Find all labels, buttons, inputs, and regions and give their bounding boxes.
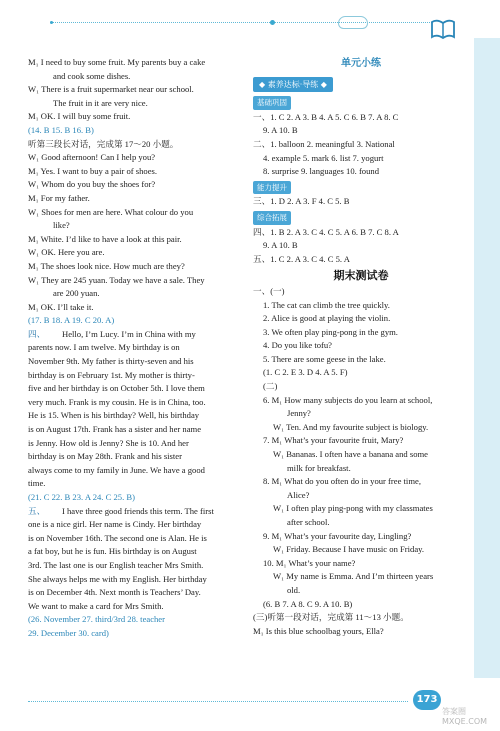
text-line: M₁ Yes. I want to buy a pair of shoes. <box>28 165 158 176</box>
text-line: M₁ I need to buy some fruit. My parents buy a cake <box>28 57 206 67</box>
text-line: M₁ OK. I’ll take it. <box>28 301 94 312</box>
text-line: 一、(一) <box>253 285 285 296</box>
text-line: (6. B 7. A 8. C 9. A 10. B) <box>263 598 353 609</box>
text-line: 一、1. C 2. A 3. B 4. A 5. C 6. B 7. A 8. C <box>253 111 399 122</box>
left-column <box>28 56 244 641</box>
text-line: birthday is on May 28th. Frank and his sister <box>28 451 182 462</box>
text-line: W₁ Bananas. I often have a banana and some <box>273 449 428 460</box>
text-line: (14. B 15. B 16. B) <box>28 124 94 135</box>
open-book-icon <box>430 18 456 40</box>
text-line: (1. C 2. E 3. D 4. A 5. F) <box>263 367 348 378</box>
text-line: 4. Do you like tofu? <box>263 340 332 351</box>
text-line: 9. M₁ What’s your favourite day, Lingling? <box>263 530 412 541</box>
section5-number: 五、 <box>28 505 46 516</box>
text-line: W₁ My name is Emma. And I’m thirteen years <box>273 571 434 582</box>
text-line: He is 15. When is his birthday? Well, his birthday <box>28 410 200 421</box>
text-line: W₁ There is a fruit supermarket near our school. <box>28 84 194 95</box>
top-decor-line <box>52 22 432 23</box>
page-number: 173 <box>413 690 441 710</box>
text-line: birthday is on February 1st. My mother is thirty- <box>28 369 195 380</box>
text-line: 7. M₁ What’s your favourite fruit, Mary? <box>263 435 404 446</box>
text-line: M₁ The shoes look nice. How much are they? <box>28 260 185 271</box>
text-line: is on November 16th. The second one is Alan. He is <box>28 532 207 543</box>
text-line: 二、1. balloon 2. meaningful 3. National <box>253 138 395 149</box>
text-line: 10. M₁ What’s your name? <box>263 557 356 568</box>
text-line: 5. There are some geese in the lake. <box>263 353 386 364</box>
basic-answers <box>253 111 469 179</box>
text-line: very much. Frank is my cousin. He is in China, too. <box>28 396 206 407</box>
text-line: parents now. I am twelve. My birthday is on <box>28 342 180 353</box>
text-line: We want to make a card for Mrs Smith. <box>28 600 164 611</box>
text-line: I have three good friends this term. The first <box>62 505 214 516</box>
text-line: M₁ For my father. <box>28 192 90 203</box>
answer-line: (21. C 22. B 23. A 24. C 25. B) <box>28 492 135 502</box>
text-line: are 200 yuan. <box>53 288 100 299</box>
text-line: (二) <box>263 381 278 392</box>
exam-title: 期末测试卷 <box>333 269 389 283</box>
right-column <box>253 55 469 638</box>
text-line: 3. We often play ping-pong in the gym. <box>263 326 398 337</box>
text-line: one is a nice girl. Her name is Cindy. Her birthday <box>28 519 202 530</box>
text-line: is Jenny. How old is Jenny? She is 10. And her <box>28 437 189 448</box>
text-line: W₁ Ten. And my favourite subject is biology. <box>273 421 429 432</box>
tag-ability: 能力提升 <box>253 181 291 195</box>
section5-block <box>28 505 244 614</box>
text-line: is on August 17th. Frank has a sister and her name <box>28 424 202 435</box>
extension-answers <box>253 226 469 267</box>
text-line: W₁ They are 245 yuan. Today we have a sale. They <box>28 274 205 285</box>
exam-answers <box>253 285 469 638</box>
unit-title: 单元小练 <box>341 58 381 69</box>
cloud-icon <box>338 16 368 29</box>
text-line: (三)听第一段对话，完成第 11～13 小题。 <box>253 612 409 623</box>
text-line: always come to my family in June. We have a good <box>28 464 205 475</box>
text-line: a fat boy, but he is fun. His birthday is on August <box>28 546 197 557</box>
section-banner: ◆ 素养达标·导练 ◆ <box>253 77 333 93</box>
text-line: Alice? <box>287 489 310 500</box>
text-line: W₁ Whom do you buy the shoes for? <box>28 179 156 190</box>
text-line: M₁ White. I’d like to have a look at this pair. <box>28 233 182 244</box>
text-line: old. <box>287 584 301 595</box>
text-line: M₁ OK. I will buy some fruit. <box>28 111 131 122</box>
text-line: 9. A 10. B <box>263 240 298 251</box>
text-line: M₁ Is this blue schoolbag yours, Ella? <box>253 625 384 636</box>
section4-number: 四、 <box>28 328 46 339</box>
text-line: The fruit in it are very nice. <box>53 97 148 108</box>
text-line: W₁ Good afternoon! Can I help you? <box>28 152 156 163</box>
text-line: after school. <box>287 517 330 527</box>
answer-line: (26. November 27. third/3rd 28. teacher <box>28 614 165 625</box>
text-line: W₁ Shoes for men are here. What colour do you <box>28 206 194 217</box>
text-line: 3rd. The last one is our English teacher Mrs Smith. <box>28 559 204 570</box>
text-line: 8. M₁ What do you often do in your free time, <box>263 476 421 487</box>
text-line: November 9th. My father is thirty-seven and his <box>28 356 194 367</box>
watermark: 答案圈 MXQE.COM <box>442 707 488 726</box>
text-line: 2. Alice is good at playing the violin. <box>263 313 391 324</box>
top-dot <box>50 21 53 24</box>
text-line: like? <box>53 220 70 231</box>
ability-answers: 三、1. D 2. A 3. F 4. C 5. B <box>253 196 350 207</box>
tag-extension: 综合拓展 <box>253 211 291 225</box>
text-line: and cook some dishes. <box>53 70 131 81</box>
text-line: is on December 4th. Next month is Teachers’ Day. <box>28 587 201 598</box>
text-line: five and her birthday is on October 5th. I love them <box>28 383 205 394</box>
text-line: 4. example 5. mark 6. list 7. yogurt <box>263 152 384 163</box>
bottom-decor-line <box>28 701 408 702</box>
text-line: milk for breakfast. <box>287 462 351 473</box>
text-line: 9. A 10. B <box>263 125 298 136</box>
text-line: 6. M₁ How many subjects do you learn at school, <box>263 394 433 405</box>
text-line: 1. The cat can climb the tree quickly. <box>263 299 390 310</box>
text-line: 五、1. C 2. A 3. C 4. C 5. A <box>253 253 350 264</box>
side-band <box>474 38 500 678</box>
text-line: Hello, I’m Lucy. I’m in China with my <box>62 328 196 339</box>
answer-line: 29. December 30. card) <box>28 627 109 638</box>
text-line: W₁ Friday. Because I have music on Friday. <box>273 544 425 555</box>
text-line: She always helps me with my English. Her birthday <box>28 573 207 584</box>
text-line: W₁ OK. Here you are. <box>28 247 105 258</box>
text-line: Jenny? <box>287 408 311 419</box>
section4-block <box>28 328 244 491</box>
tag-basic: 基础巩固 <box>253 96 291 110</box>
text-line: 听第三段长对话，完成第 17～20 小题。 <box>28 138 179 149</box>
top-dot <box>270 20 275 25</box>
text-line: 四、1. B 2. A 3. C 4. C 5. A 6. B 7. C 8. A <box>253 226 399 237</box>
text-line: (17. B 18. A 19. C 20. A) <box>28 315 115 326</box>
text-line: time. <box>28 478 46 489</box>
text-line: W₁ I often play ping-pong with my classmates <box>273 503 433 514</box>
text-line: 8. surprise 9. languages 10. found <box>263 166 379 177</box>
